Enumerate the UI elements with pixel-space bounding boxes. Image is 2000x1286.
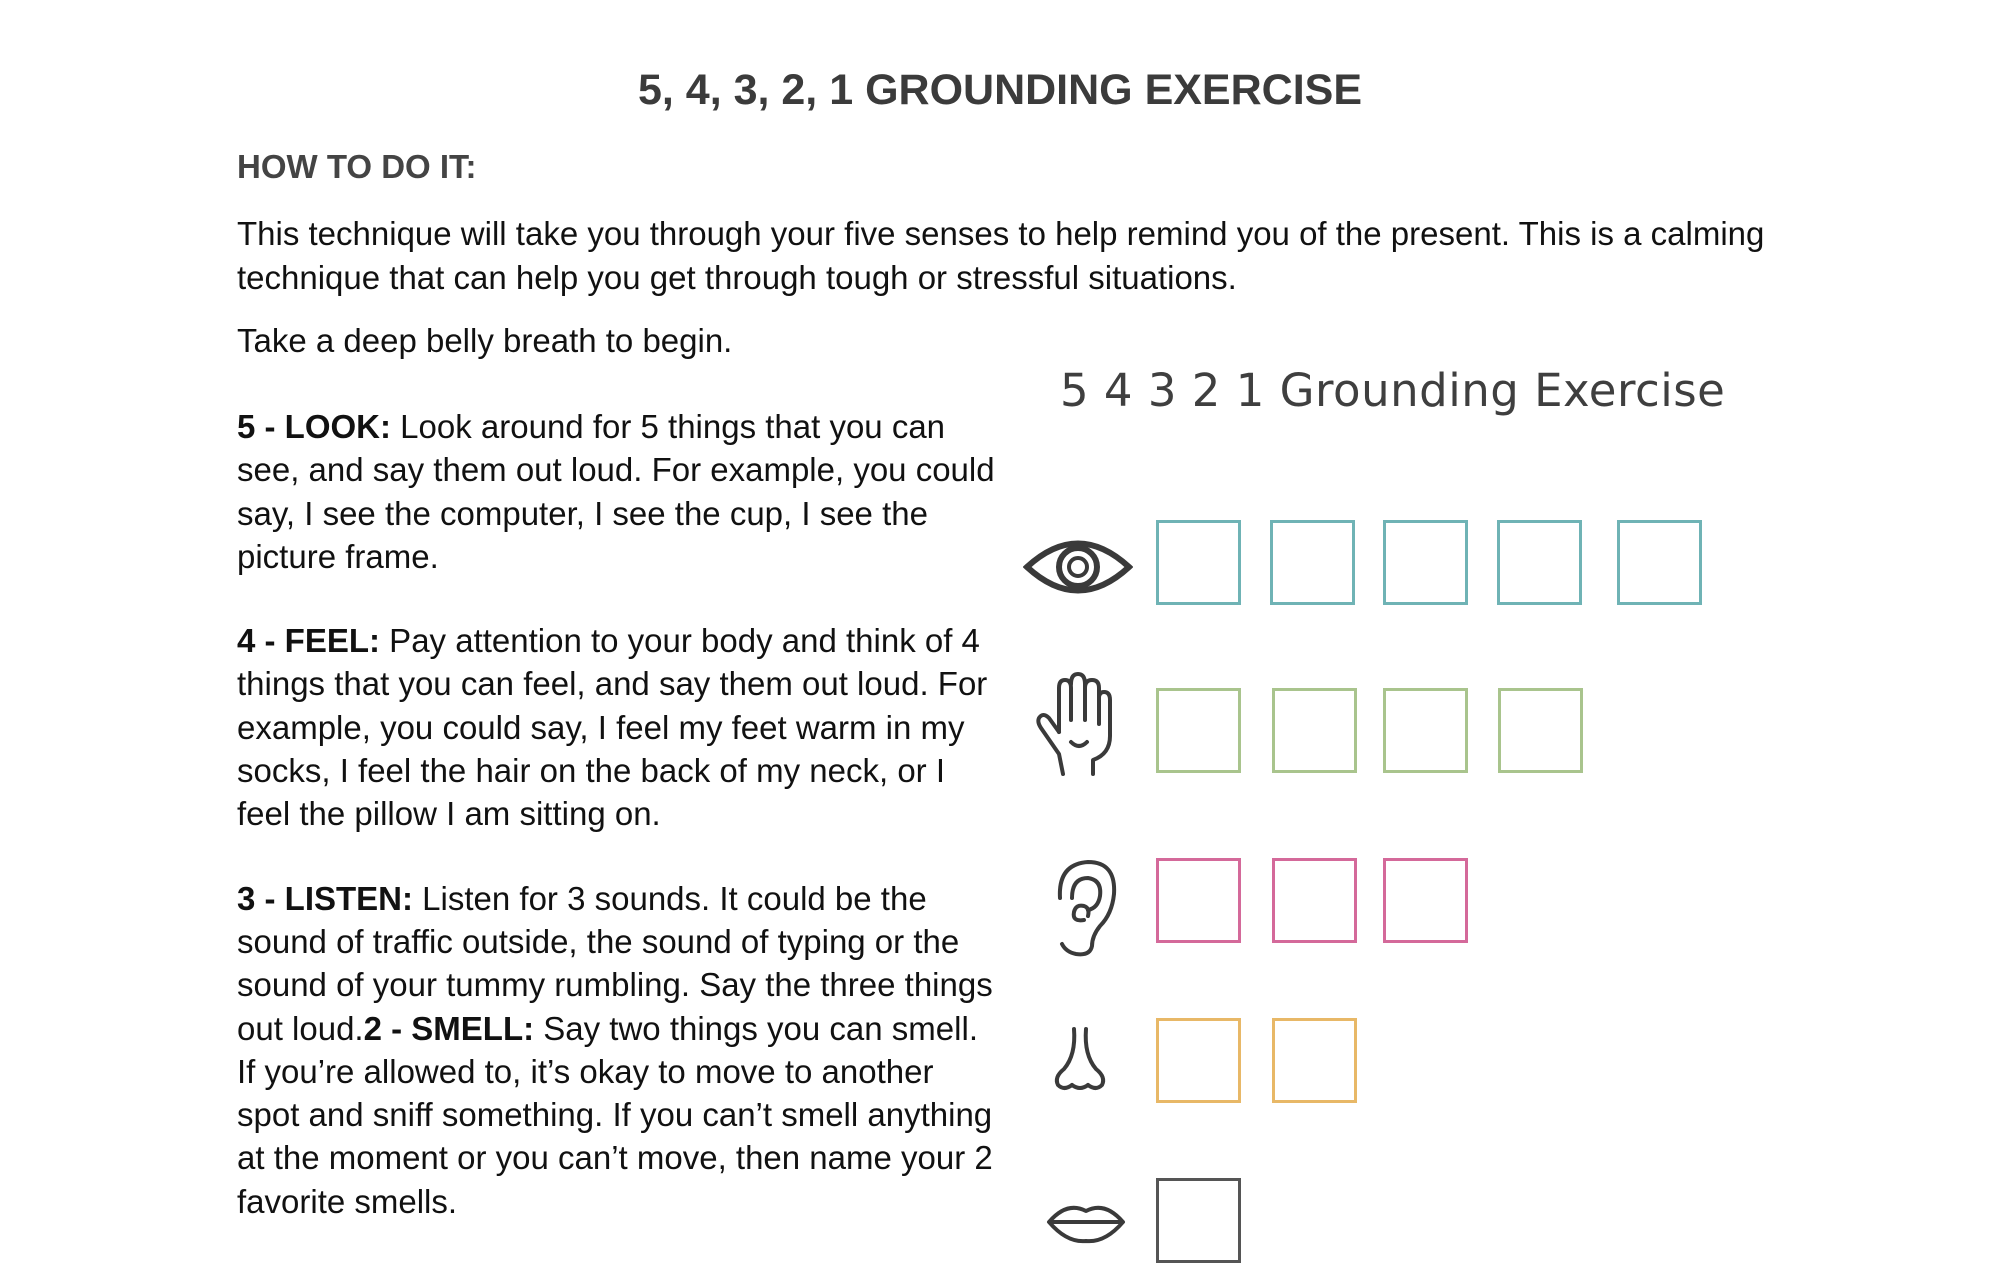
smell-box-1 (1156, 1018, 1241, 1103)
look-box-4 (1497, 520, 1582, 605)
listen-box-2 (1272, 858, 1357, 943)
graphic-title: 5 4 3 2 1 Grounding Exercise (1060, 364, 1726, 417)
intro-paragraph: This technique will take you through your five senses to help remind you of the present. This is a calming technique that can help you get through tough or stressful situations. (237, 215, 1765, 296)
listen-box-1 (1156, 858, 1241, 943)
feel-box-1 (1156, 688, 1241, 773)
step-look (237, 405, 997, 578)
step-listen-label: 3 - LISTEN: (237, 879, 414, 917)
step-listen-smell (237, 877, 997, 1223)
step-feel-text: Pay attention to your body and think of 4 things that you can feel, and say them out loud. For example, you could say, I feel my feet warm in my socks, I feel the hair on the back of my neck, or I feel the pillow I am sitting on. (237, 622, 988, 833)
page-title: 5, 4, 3, 2, 1 GROUNDING EXERCISE (637, 66, 1363, 114)
eye-icon (1023, 532, 1133, 602)
look-box-1 (1156, 520, 1241, 605)
look-box-3 (1383, 520, 1468, 605)
step-smell-text: Say two things you can smell. If you’re allowed to, it’s okay to move to another spot and sniff something. If you can’t smell anything at the moment or you can’t move, then name your 2 favorite smells. (237, 1009, 993, 1220)
listen-box-3 (1383, 858, 1468, 943)
step-look-label: 5 - LOOK: (237, 408, 391, 445)
look-box-2 (1270, 520, 1355, 605)
ear-icon (1050, 858, 1120, 958)
step-feel-label: 4 - FEEL: (237, 622, 381, 660)
feel-box-3 (1383, 688, 1468, 773)
step-listen-text: Listen for 3 sounds. It could be the sound of traffic outside, the sound of typing or the sound of your tummy rumbling. Say the three things out loud. (237, 879, 993, 1047)
step-smell-label: 2 - SMELL: (363, 1009, 535, 1047)
feel-box-2 (1272, 688, 1357, 773)
taste-box-1 (1156, 1178, 1241, 1263)
nose-icon (1050, 1025, 1110, 1095)
step-feel (237, 619, 997, 835)
feel-box-4 (1498, 688, 1583, 773)
step-look-text: Look around for 5 things that you can see, and say them out loud. For example, you could say, I see the computer, I see the cup, I see the picture frame. (237, 408, 995, 575)
smell-box-2 (1272, 1018, 1357, 1103)
mouth-icon (1045, 1197, 1127, 1247)
begin-instruction: Take a deep belly breath to begin. (237, 322, 733, 359)
hand-icon (1035, 670, 1115, 780)
look-box-5 (1617, 520, 1702, 605)
how-to-heading: HOW TO DO IT: (237, 148, 477, 185)
steps-list (237, 405, 997, 1264)
